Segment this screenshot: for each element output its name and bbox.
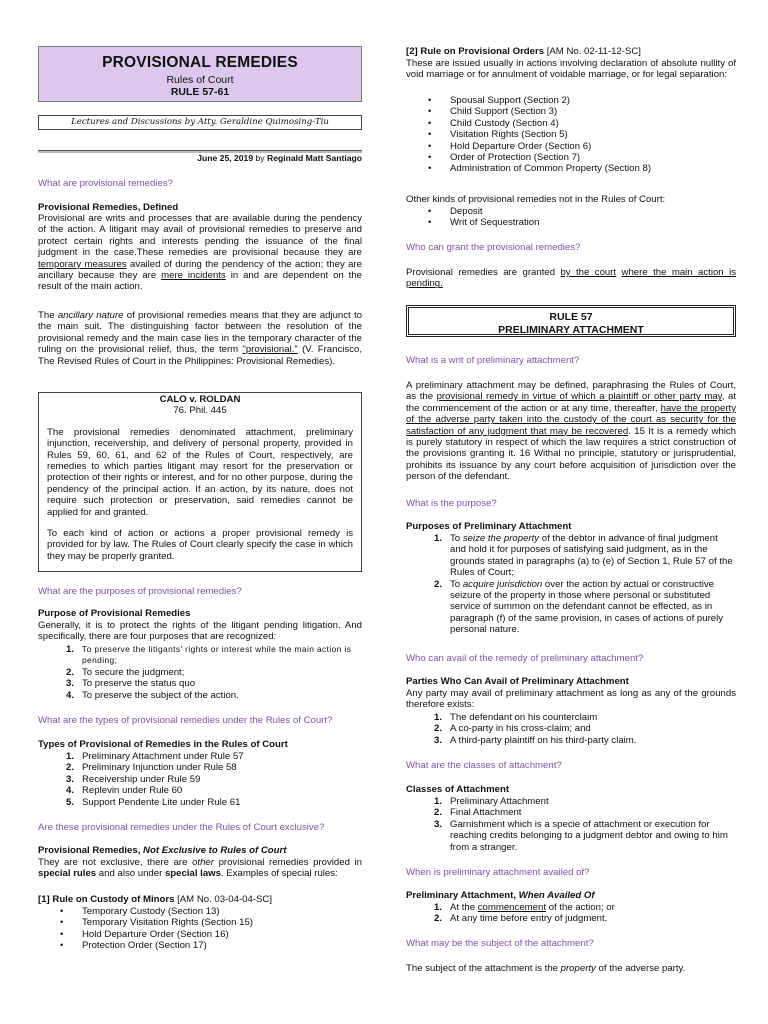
text: Provisional Remedies, [38, 845, 144, 856]
paragraph: These are issued usually in actions involving declaration of absolute nullity of void marriage or for annulment of voidable marriage, or for legal separation: [406, 58, 736, 81]
page-subtitle: Rules of Court [166, 74, 234, 86]
item-text: Writ of Sequestration [450, 217, 540, 229]
item-number: 2. [434, 723, 443, 735]
case-paragraph: The provisional remedies denominated attachment, preliminary injunction, receivership, and delivery of personal property, provided in Rules 59, 60, 61, and 62 of the Rules of Court, respectively, are remedies to which parties litigant may resort for the preservation or protection of their rights or interest, and for no other purpose, during the pendency of the principal action. If an action, by its nature, does not require such protection or preservation, said remedies cannot be applied for and granted. [47, 426, 353, 518]
list-item [406, 902, 736, 913]
purposes-list [38, 644, 362, 701]
item-number: 4. [66, 785, 75, 797]
bullet: • [428, 152, 432, 164]
item-number: 1. [66, 751, 75, 762]
author: Reginald Matt Santiago [266, 153, 362, 163]
list-item [406, 163, 736, 174]
title-box [38, 46, 362, 102]
item-text: Child Support (Section 3) [450, 106, 558, 118]
underlined-text: mere incidents [161, 270, 226, 282]
list-item [38, 678, 362, 689]
item-text [450, 579, 723, 636]
item-number: 2. [434, 807, 443, 819]
page-title: PROVISIONAL REMEDIES [102, 54, 298, 71]
parties-list [406, 712, 736, 746]
item-text: Final Attachment [450, 807, 522, 819]
item-number: 1. [434, 902, 443, 913]
list-item [406, 206, 736, 217]
list-item [406, 913, 736, 924]
bold-text: [1] Rule on Custody of Minors [38, 894, 175, 905]
list-item [406, 152, 736, 163]
bullet: • [60, 940, 64, 952]
question: Who can grant the provisional remedies? [406, 242, 581, 253]
italic-text: When Availed Of [518, 890, 595, 901]
item-text: To preserve the status quo [82, 678, 196, 690]
text: provisional remedies provided in [213, 857, 362, 868]
text: (V. Francisco, The Revised Rules of Court in the Philippines: Provisional Remedies). [38, 344, 362, 367]
item-text: Order of Protection (Section 7) [450, 152, 581, 164]
bullet: • [428, 95, 432, 106]
bullet: • [428, 217, 432, 229]
question: What are provisional remedies? [38, 178, 173, 189]
case-citation: 76. Phil. 445 [173, 405, 227, 417]
case-box [38, 392, 362, 572]
list-item [406, 141, 736, 152]
classes-list [406, 796, 736, 853]
item-number: 3. [434, 734, 443, 746]
item-text: Temporary Custody (Section 13) [82, 906, 220, 917]
section-heading: Types of Provisional of Remedies in the Rules of Court [38, 739, 288, 750]
text: A preliminary attachment may be defined, paraphrasing the Rules of Court, as the [406, 380, 736, 403]
underlined-text: "provisional." [242, 344, 298, 356]
text: , at the commencement of the action or at any time, thereafter, [406, 391, 736, 414]
question: What is a writ of preliminary attachment? [406, 355, 580, 366]
bold-text: special laws [164, 868, 221, 880]
rule-name: PRELIMINARY ATTACHMENT [498, 324, 644, 336]
rule-number: RULE 57 [549, 311, 593, 323]
list-item [38, 762, 362, 773]
item-text: Visitation Rights (Section 5) [450, 129, 568, 141]
item-number: 1. [66, 644, 75, 655]
text: . 15 It is a remedy which is purely statutory in respect of which the law requires a strict construction of the provisions granting it. 16 Withal no principle, statutory or jurisprudential, prohibits its issuance by any court before acquisition of jurisdiction over the person of the defendant. [406, 425, 736, 483]
underlined-text: provisional remedy in virtue of which a plaintiff or other party may [436, 391, 722, 403]
item-number: 3. [66, 678, 75, 690]
item-text: A third-party plaintiff on his third-party claim. [450, 734, 637, 746]
rule-range: RULE 57-61 [170, 86, 230, 98]
item-text: Hold Departure Order (Section 6) [450, 140, 592, 152]
when-list [406, 902, 736, 925]
item-number: 2. [434, 578, 443, 590]
item-text: Receivership under Rule 59 [82, 773, 201, 785]
item-number: 3. [434, 818, 443, 830]
item-text [450, 902, 615, 913]
italic-text: ancillary nature [57, 310, 124, 321]
underlined-text: where the main action is pending. [406, 267, 736, 290]
section-heading: Classes of Attachment [406, 784, 510, 795]
question: Are these provisional remedies under the Rules of Court exclusive? [38, 822, 325, 833]
list-item [38, 751, 362, 762]
paragraph [406, 963, 736, 974]
text: and also under [96, 868, 165, 880]
text: Provisional are writs and processes that are available during the pendency of the action. A litigant may avail of provisional remedies to preserve and protect certain rights and interests pending the issuance of the final judgment in the case.These remedies are provisional because they are [38, 213, 362, 259]
item-text: Preliminary Injunction under Rule 58 [82, 762, 237, 774]
others-list [406, 206, 736, 229]
section-heading [38, 845, 286, 856]
item-text: Preliminary Attachment under Rule 57 [82, 751, 244, 762]
section-heading: Provisional Remedies, Defined [38, 202, 179, 213]
list-item [406, 735, 736, 746]
paragraph [38, 213, 362, 293]
section-heading [406, 46, 736, 57]
item-number: 1. [434, 712, 443, 723]
list-item [406, 819, 736, 853]
italic-text: Not Exclusive to Rules of Court [143, 845, 287, 856]
bullet: • [428, 163, 432, 175]
item-number: 2. [434, 913, 443, 925]
list-item [38, 917, 362, 928]
italic-text: seize the property [462, 533, 540, 544]
underlined-text: by the court [560, 267, 617, 278]
list-item [406, 807, 736, 818]
item-text: A co-party in his cross-claim; and [450, 723, 591, 735]
minors-list [38, 906, 362, 952]
question: What are the classes of attachment? [406, 760, 562, 771]
list-item [38, 797, 362, 808]
list-item [38, 940, 362, 951]
item-number: 4. [66, 689, 75, 701]
paragraph: Other kinds of provisional remedies not in the Rules of Court: [406, 194, 666, 205]
list-item [406, 579, 736, 636]
text: . Examples of special rules: [220, 868, 338, 880]
item-text: To secure the judgment; [82, 666, 185, 678]
underlined-text: have the property of the adverse party taken into the custody of the court as security for the satisfaction of any judgment that may be recovered [406, 402, 736, 437]
list-item [38, 906, 362, 917]
item-number: 1. [434, 796, 443, 807]
paragraph: Generally, it is to protect the rights of the litigant pending litigation. And specifically, there are four purposes that are recognized: [38, 620, 362, 643]
orders-list [406, 95, 736, 175]
item-text: Garnishment which is a specie of attachment or execution for reaching credits belonging to a judgment debtor and owing to him from a stranger. [450, 818, 728, 853]
item-text: At any time before entry of judgment. [450, 913, 608, 925]
by-text: by [255, 153, 265, 163]
bullet: • [60, 917, 64, 929]
question: What are the purposes of provisional remedies? [38, 586, 242, 597]
bullet: • [428, 206, 432, 217]
item-text [450, 533, 733, 578]
item-number: 2. [66, 762, 75, 774]
list-item [406, 106, 736, 117]
text: of the action; or [545, 902, 615, 913]
paragraph: Any party may avail of preliminary attachment as long as any of the grounds therefore exists: [406, 688, 736, 711]
list-item [38, 644, 362, 667]
question: What is the purpose? [406, 498, 497, 509]
list-item [406, 95, 736, 106]
paragraph [406, 380, 736, 483]
list-item [406, 118, 736, 129]
attachment-purposes-list [406, 533, 736, 636]
lecture-credit: Lectures and Discussions by Atty. Geraldine Quimosing-Tiu [38, 115, 362, 130]
section-heading: Parties Who Can Avail of Preliminary Attachment [406, 676, 629, 687]
underlined-text: temporary measures [38, 258, 127, 270]
item-text: The defendant on his counterclaim [450, 712, 598, 723]
text: [AM No. 03-04-04-SC] [174, 894, 273, 905]
text: of the debtor in advance of final judgment and hold it for purposes of satisfying said judgment, as in the grounds stated in paragraphs (a) to (e) of Section 1, Rule 57 of the Rules of Court; [450, 533, 733, 579]
item-number: 2. [66, 666, 75, 678]
case-paragraph: To each kind of action or actions a proper provisional remedy is provided for by law. The Rules of Court clearly specify the case in which they may be properly granted. [47, 528, 353, 562]
bullet: • [428, 140, 432, 152]
item-text: Support Pendente Lite under Rule 61 [82, 796, 241, 808]
italic-text: property [560, 963, 596, 974]
section-heading: Purposes of Preliminary Attachment [406, 521, 572, 532]
text: To [450, 533, 463, 544]
text: They are not exclusive, there are [38, 857, 193, 868]
text: of provisional remedies means that they are adjunct to the main suit. The distinguishing factor between the resolution of the provisional remedy and the main case lies in the temporary character of the ruling on the provisional relief, thus, the term [38, 310, 362, 356]
bullet: • [60, 906, 64, 917]
section-heading [38, 894, 272, 905]
italic-text: acquire jurisdiction [462, 578, 543, 590]
bullet: • [428, 129, 432, 141]
item-text: Hold Departure Order (Section 16) [82, 928, 229, 940]
list-item [406, 217, 736, 228]
text: The [38, 310, 58, 321]
text: of the adverse party. [595, 963, 686, 974]
question: What may be the subject of the attachment? [406, 938, 594, 949]
item-number: 3. [66, 773, 75, 785]
text: availed of during the pendency of the action; they are ancillary because they are [38, 258, 362, 282]
italic-text: other [192, 857, 214, 868]
paragraph [38, 310, 362, 367]
list-item [406, 723, 736, 734]
question: When is preliminary attachment availed of? [406, 867, 590, 878]
bullet: • [428, 117, 432, 129]
rule-heading-box [406, 305, 736, 337]
list-item [38, 667, 362, 678]
item-text: Protection Order (Section 17) [82, 940, 207, 952]
item-text: Spousal Support (Section 2) [450, 95, 570, 106]
paragraph [38, 857, 362, 880]
item-number: 5. [66, 796, 75, 808]
question: Who can avail of the remedy of preliminary attachment? [406, 653, 644, 664]
item-text: Replevin under Rule 60 [82, 785, 183, 797]
item-text: Preliminary Attachment [450, 796, 549, 807]
types-list [38, 751, 362, 808]
date: June 25, 2019 [197, 153, 254, 163]
question: What are the types of provisional remedies under the Rules of Court? [38, 715, 333, 726]
list-item [406, 129, 736, 140]
list-item [38, 774, 362, 785]
item-text: Administration of Common Property (Section 8) [450, 163, 652, 175]
list-item [38, 690, 362, 701]
item-text: Child Custody (Section 4) [450, 117, 559, 129]
text: over the action by actual or constructive seizure of the property in those where personal or substituted service of summon on the defendant cannot be effected, as in paragraph (f) of the same provision, in cases of actions of purely personal nature. [450, 578, 724, 636]
section-heading [406, 890, 595, 901]
list-item [406, 533, 736, 579]
bullet: • [428, 106, 432, 118]
underlined-text: commencement [477, 902, 546, 913]
item-text: Temporary Visitation Rights (Section 15) [82, 917, 253, 929]
text: To [450, 578, 463, 590]
bold-text: [2] Rule on Provisional Orders [406, 46, 545, 57]
bold-text: special rules [38, 868, 97, 880]
text: [AM No. 02-11-12-SC] [544, 46, 641, 57]
text: At the [450, 902, 478, 913]
item-text: To preserve the subject of the action. [82, 689, 239, 701]
text: Provisional remedies are granted [406, 267, 561, 278]
item-text: To preserve the litigants' rights or interest while the main action is pending; [82, 644, 352, 666]
item-number: 1. [434, 533, 443, 544]
bullet: • [60, 928, 64, 940]
case-title: CALO v. ROLDAN [159, 394, 241, 405]
list-item [38, 929, 362, 940]
section-heading: Purpose of Provisional Remedies [38, 608, 191, 619]
list-item [38, 785, 362, 796]
date-line [38, 150, 362, 164]
item-text: Deposit [450, 206, 483, 217]
text: in and are dependent on the result of the main action. [38, 270, 362, 293]
list-item [406, 712, 736, 723]
list-item [406, 796, 736, 807]
text: The subject of the attachment is the [406, 963, 561, 974]
paragraph [406, 267, 736, 290]
text: Preliminary Attachment, [406, 890, 519, 901]
